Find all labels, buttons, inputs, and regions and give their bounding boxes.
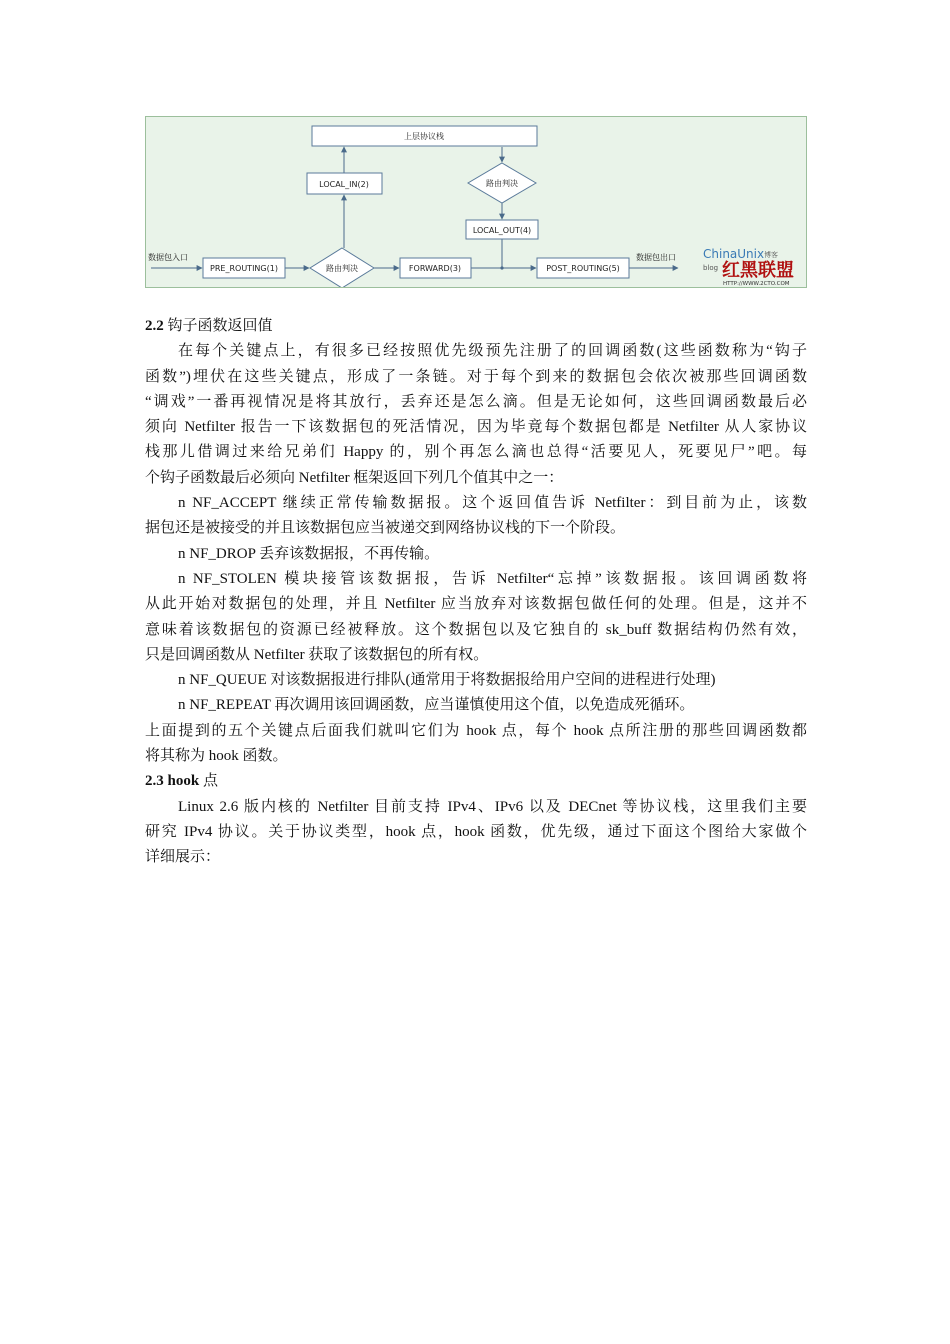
watermark-red-text: 红黑联盟 [722,260,794,281]
route-decision-top-label: 路由判决 [486,179,518,188]
watermark-logo [703,247,794,287]
upper-stack-label: 上层协议栈 [404,132,444,141]
list-item-nf-accept-cont: 据包还是被接受的并且该数据包应当被递交到网络协议栈的下一个阶段。 [145,520,626,537]
section-heading-2-3 [145,769,807,794]
local-out-box [466,220,538,239]
pre-routing-box [203,258,285,278]
list-item-nf-stolen-cont: 只是回调函数从 Netfilter 获取了该数据包的所有权。 [145,646,489,663]
paragraph-line: 须向 Netfilter 报告一下该数据包的死活情况，因为毕竟每个数据包都是 Netfilter 从人家协议 [145,419,807,436]
local-in-label: LOCAL_IN(2) [319,180,369,189]
paragraph-line: “调戏”一番再视情况是将其放行，丢弃还是怎么滴。但是无论如何，这些回调函数最后必 [145,393,807,410]
paragraph-line: 在每个关键点上，有很多已经按照优先级预先注册了的回调函数(这些函数称为“钩子 [178,343,807,360]
list-item-nf-drop: n NF_DROP 丢弃该数据报，不再传输。 [178,545,440,562]
post-routing-label: POST_ROUTING(5) [546,264,620,273]
heading-title: 钩子函数返回值 [163,318,273,334]
diagram-canvas [146,117,806,287]
post-routing-box [537,258,629,278]
list-item-nf-queue: n NF_QUEUE 对该数据报进行排队(通常用于将数据报给用户空间的进程进行处理) [178,672,716,689]
forward-box [400,258,471,278]
list-item-nf-accept: n NF_ACCEPT 继续正常传输数据报。这个返回值告诉 Netfilter：到目前为止，该数 [178,495,807,512]
section-heading-2-2 [145,314,807,339]
local-in-box [307,173,382,194]
local-out-label: LOCAL_OUT(4) [472,226,532,235]
packet-in-label: 数据包入口 [148,253,188,262]
paragraph-line: 研究 IPv4 协议。关于协议类型，hook 点，hook 函数，优先级，通过下面这个图给大家做个 [145,823,807,840]
paragraph-line: 个钩子函数最后必须向 Netfilter 框架返回下列几个值其中之一： [145,469,564,486]
heading-title: 点 [199,773,218,790]
list-item-nf-repeat: n NF_REPEAT 再次调用该回调函数，应当谨慎使用这个值，以免造成死循环。 [178,697,695,714]
watermark-url: HTTP://WWW.2CTO.COM [723,281,790,287]
upper-stack-box [312,126,537,146]
paragraph-line: Linux 2.6 版内核的 Netfilter 目前支持 IPv4、IPv6 以及 DECnet 等协议栈，这里我们主要 [178,798,807,815]
heading-number: 2.2 [145,318,164,334]
watermark-brand-suffix: 博客 [764,251,778,259]
paragraph-line: 上面提到的五个关键点后面我们就叫它们为 hook 点，每个 hook 点所注册的那些回调函数都 [145,722,807,739]
list-item-nf-stolen-cont: 从此开始对数据包的处理，并且 Netfilter 应当放弃对该数据包做任何的处理。但是，这并不 [145,596,807,613]
paragraph-line: 函数”)埋伏在这些关键点，形成了一条链。对于每个到来的数据包会依次被那些回调函数 [145,368,807,385]
route-decision-bottom-label: 路由判决 [326,264,358,273]
list-item-nf-stolen: n NF_STOLEN 模块接管该数据报，告诉 Netfilter“忘掉”该数据报。该回调函数将 [178,570,807,587]
forward-label: FORWARD(3) [408,264,462,273]
route-decision-top [468,163,536,203]
paragraph-line: 栈那儿借调过来给兄弟们 Happy 的，别个再怎么滴也总得“活要见人，死要见尸”吧。每 [145,444,807,461]
pre-routing-label: PRE_ROUTING(1) [210,264,278,273]
heading-number: 2.3 hook [145,773,200,790]
packet-out-label: 数据包出口 [636,253,676,262]
route-decision-bottom [310,248,374,287]
junction-dot [500,266,503,269]
watermark-brand: ChinaUnix [703,247,765,261]
paragraph-line: 详细展示： [145,849,221,866]
watermark-blog: blog [703,264,719,272]
list-item-nf-stolen-cont: 意味着该数据包的资源已经被释放。这个数据包以及它独自的 sk_buff 数据结构仍然有效， [145,621,807,638]
document-body [145,314,807,871]
netfilter-hook-diagram [145,116,807,288]
paragraph-line: 将其称为 hook 函数。 [145,748,288,765]
